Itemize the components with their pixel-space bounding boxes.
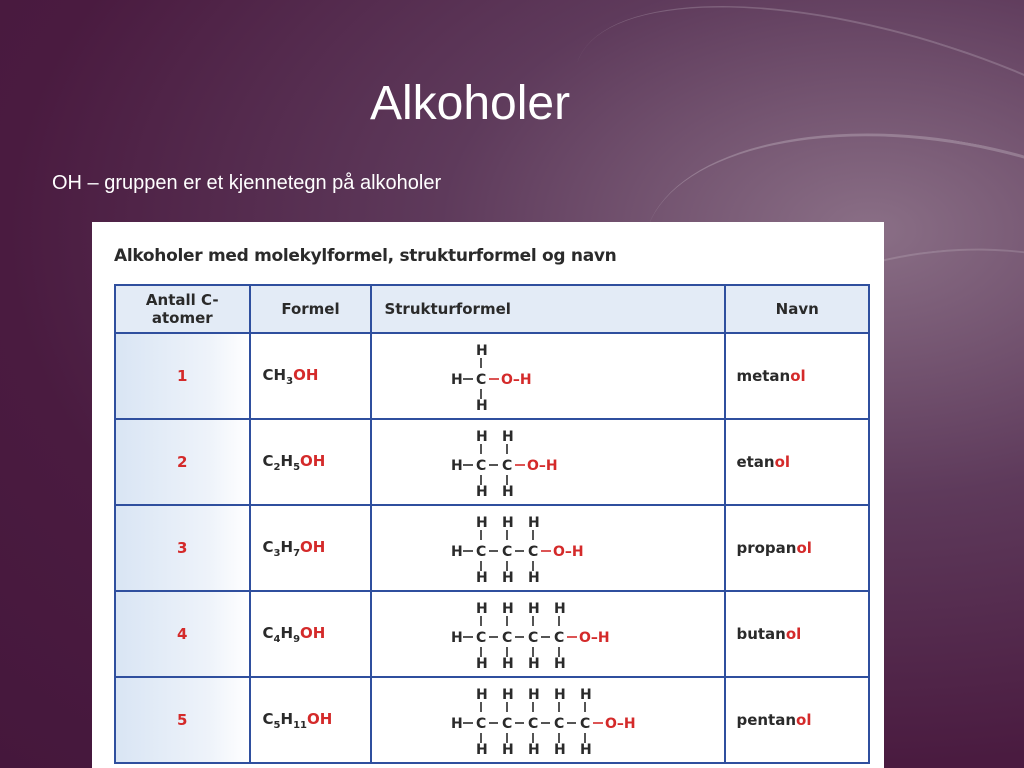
panel-title: Alkoholer med molekylformel, strukturformel og navn	[114, 246, 617, 266]
hydrogen-atom: H	[476, 515, 489, 531]
structural-formula-drawing	[373, 421, 723, 499]
formula-hydroxyl: OH	[300, 537, 326, 556]
carbon-atom: C	[476, 372, 487, 388]
hydrogen-atom: H	[528, 601, 541, 617]
hydrogen-atom: H	[554, 601, 567, 617]
formula-hydrogen: H	[273, 365, 287, 384]
formula-carbon: C	[262, 537, 274, 556]
formula-hydrogen-count: 9	[293, 633, 301, 645]
carbon-atom: C	[502, 716, 513, 732]
formula-hydrogen: H	[280, 537, 294, 556]
formula-hydrogen-count: 7	[293, 547, 301, 559]
alcohol-name	[725, 591, 869, 677]
hydrogen-atom: H	[476, 429, 489, 445]
hydrogen-atom: H	[451, 716, 464, 732]
hydrogen-atom: H	[502, 601, 515, 617]
hydrogen-atom: H	[554, 656, 567, 671]
formula-hydroxyl: OH	[306, 709, 333, 728]
structural-formula	[371, 591, 725, 677]
formula-carbon-count: 3	[273, 547, 281, 559]
formula-carbon: C	[262, 709, 274, 728]
hydrogen-atom: H	[528, 687, 541, 703]
hydrogen-atom: H	[502, 570, 515, 585]
formula-carbon-count: 4	[273, 633, 281, 645]
carbon-count: 1	[115, 333, 250, 419]
carbon-count: 5	[115, 677, 250, 763]
formula-hydroxyl: OH	[300, 623, 326, 642]
name-stem: metan	[736, 367, 791, 385]
formula-carbon: C	[262, 365, 274, 384]
hydroxyl-group: O–H	[501, 372, 533, 388]
alcohol-name	[725, 333, 869, 419]
structural-formula	[371, 333, 725, 419]
carbon-atom: C	[502, 544, 513, 560]
hydroxyl-group: O–H	[553, 544, 585, 560]
header-structure: Strukturformel	[371, 285, 725, 333]
slide-title: Alkoholer	[369, 77, 571, 130]
molecular-formula	[250, 505, 372, 591]
structural-formula	[371, 505, 725, 591]
slide-subtitle: OH – gruppen er et kjennetegn på alkoholer	[52, 172, 442, 194]
formula-hydrogen-count: 11	[293, 719, 307, 731]
structural-formula-drawing	[373, 507, 723, 585]
carbon-atom: C	[476, 630, 487, 646]
carbon-atom: C	[476, 716, 487, 732]
name-stem: butan	[736, 625, 786, 643]
formula-carbon: C	[262, 451, 274, 470]
alcohol-name	[725, 505, 869, 591]
hydrogen-atom: H	[451, 544, 464, 560]
hydrogen-atom: H	[502, 656, 515, 671]
hydroxyl-group: O–H	[579, 630, 611, 646]
formula-hydrogen-count: 5	[293, 461, 301, 473]
name-suffix: ol	[774, 453, 791, 471]
alcohol-table-image	[92, 222, 884, 768]
molecular-formula	[250, 333, 372, 419]
molecular-formula	[250, 419, 372, 505]
hydrogen-atom: H	[451, 630, 464, 646]
formula-hydroxyl: OH	[300, 451, 326, 470]
carbon-count: 4	[115, 591, 250, 677]
hydrogen-atom: H	[476, 398, 489, 413]
structural-formula	[371, 419, 725, 505]
carbon-count: 2	[115, 419, 250, 505]
hydrogen-atom: H	[476, 570, 489, 585]
formula-carbon-count: 5	[273, 719, 281, 731]
alcohol-name	[725, 677, 869, 763]
name-suffix: ol	[796, 539, 812, 557]
table-row	[115, 419, 869, 505]
hydrogen-atom: H	[528, 742, 541, 757]
hydroxyl-group: O–H	[527, 458, 559, 474]
carbon-atom: C	[528, 544, 539, 560]
hydrogen-atom: H	[502, 742, 515, 757]
table-header-row	[115, 285, 869, 333]
name-stem: etan	[736, 453, 775, 471]
table-row	[115, 333, 869, 419]
alcohol-table	[114, 284, 870, 764]
hydrogen-atom: H	[528, 570, 541, 585]
formula-hydrogen: H	[280, 623, 294, 642]
carbon-atom: C	[528, 716, 539, 732]
table-row	[115, 591, 869, 677]
formula-hydrogen: H	[280, 451, 294, 470]
hydrogen-atom: H	[451, 372, 464, 388]
formula-carbon-count: 2	[273, 461, 281, 473]
header-name: Navn	[725, 285, 869, 333]
molecular-formula	[250, 591, 372, 677]
formula-hydrogen-count: 3	[286, 375, 294, 387]
structural-formula-drawing	[373, 679, 723, 757]
hydrogen-atom: H	[528, 656, 541, 671]
structural-formula-drawing	[373, 335, 723, 413]
hydrogen-atom: H	[554, 687, 567, 703]
hydrogen-atom: H	[554, 742, 567, 757]
table-row	[115, 505, 869, 591]
header-formula: Formel	[250, 285, 372, 333]
hydrogen-atom: H	[476, 343, 489, 359]
carbon-atom: C	[528, 630, 539, 646]
structural-formula	[371, 677, 725, 763]
carbon-atom: C	[580, 716, 591, 732]
formula-carbon: C	[262, 623, 274, 642]
header-count: Antall C-atomer	[115, 285, 250, 333]
name-suffix: ol	[796, 711, 812, 729]
name-suffix: ol	[790, 367, 806, 385]
formula-hydroxyl: OH	[293, 365, 319, 384]
hydrogen-atom: H	[476, 601, 489, 617]
alcohol-name	[725, 419, 869, 505]
hydrogen-atom: H	[451, 458, 464, 474]
hydrogen-atom: H	[502, 429, 515, 445]
hydrogen-atom: H	[502, 687, 515, 703]
hydrogen-atom: H	[580, 742, 593, 757]
carbon-atom: C	[476, 544, 487, 560]
name-stem: pentan	[736, 711, 797, 729]
table-row	[115, 677, 869, 763]
formula-hydrogen: H	[280, 709, 294, 728]
hydrogen-atom: H	[580, 687, 593, 703]
name-stem: propan	[736, 539, 797, 557]
hydrogen-atom: H	[476, 656, 489, 671]
hydrogen-atom: H	[502, 484, 515, 499]
name-suffix: ol	[785, 625, 802, 643]
carbon-atom: C	[502, 458, 513, 474]
hydrogen-atom: H	[476, 687, 489, 703]
hydrogen-atom: H	[476, 742, 489, 757]
carbon-atom: C	[502, 630, 513, 646]
hydrogen-atom: H	[528, 515, 541, 531]
hydrogen-atom: H	[502, 515, 515, 531]
carbon-count: 3	[115, 505, 250, 591]
carbon-atom: C	[554, 630, 565, 646]
molecular-formula	[250, 677, 372, 763]
hydroxyl-group: O–H	[605, 716, 637, 732]
carbon-atom: C	[554, 716, 565, 732]
hydrogen-atom: H	[476, 484, 489, 499]
structural-formula-drawing	[373, 593, 723, 671]
carbon-atom: C	[476, 458, 487, 474]
